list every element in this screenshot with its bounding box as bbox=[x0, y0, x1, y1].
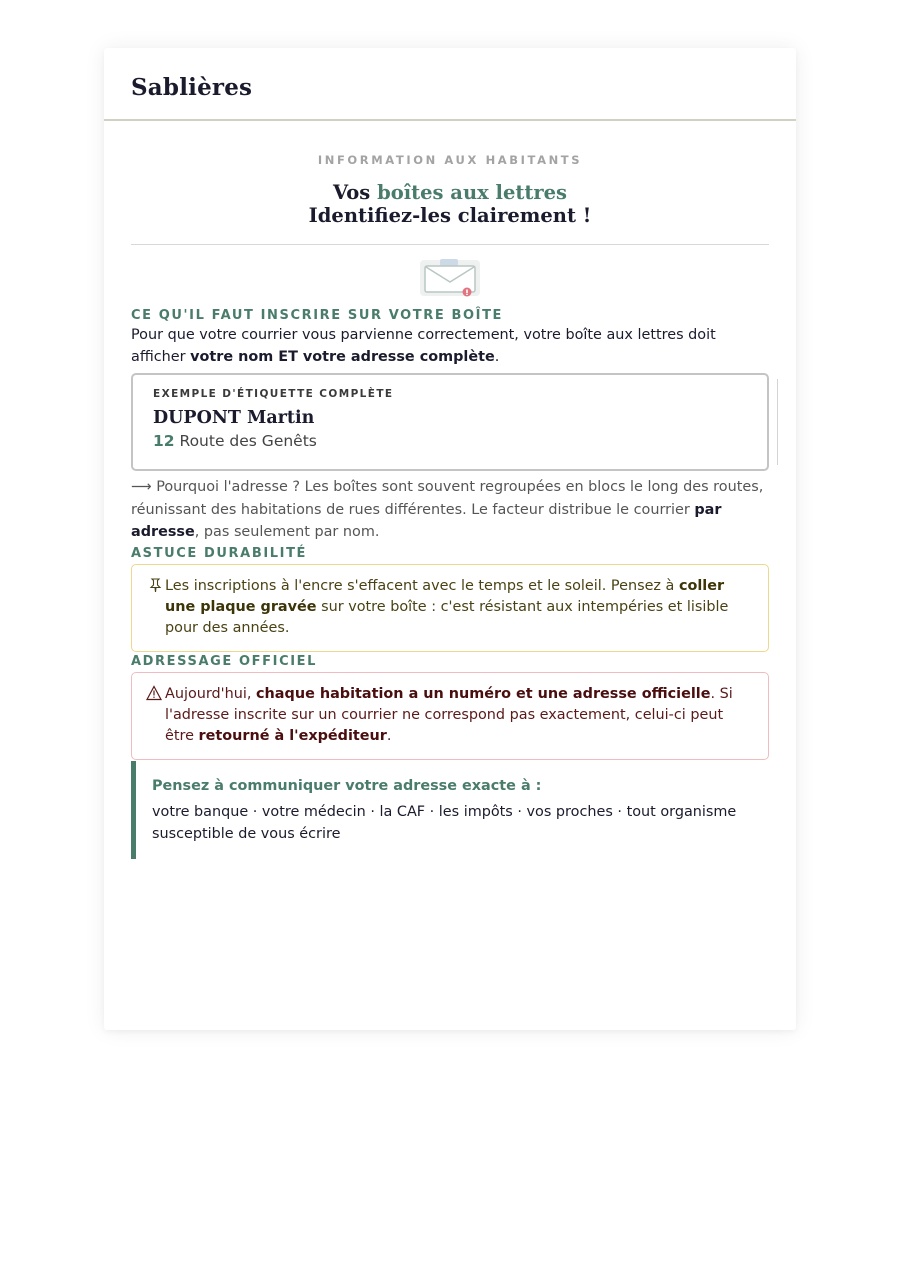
example-label-name: DUPONT Martin bbox=[153, 408, 315, 428]
inscribe-text-bold: votre nom ET votre adresse complète bbox=[190, 349, 495, 365]
why-text-start: Pourquoi l'adresse ? Les boîtes sont souvent regroupées en blocs le long des routes, réunissant des habitations de rues différentes. Le facteur distribue le courrier bbox=[131, 479, 764, 518]
example-label-number: 12 bbox=[153, 432, 175, 450]
why-address-text bbox=[131, 476, 769, 544]
section-title-official: ADRESSAGE OFFICIEL bbox=[131, 653, 318, 669]
why-text-bold: par adresse bbox=[131, 501, 722, 540]
page-title bbox=[131, 181, 769, 227]
official-text-mid: . Si l'adresse inscrite sur un courrier ne correspond pas exactement, celui-ci peut être bbox=[165, 685, 733, 744]
section-title-inscribe: CE QU'IL FAUT INSCRIRE SUR VOTRE BOÎTE bbox=[131, 308, 504, 323]
tip-text-bold: coller une plaque gravée bbox=[165, 577, 725, 615]
inscribe-text-end: . bbox=[494, 349, 500, 365]
tip-text-end: sur votre boîte : c'est résistant aux intempéries et lisible pour des années. bbox=[165, 598, 729, 636]
card-header bbox=[104, 48, 796, 121]
share-text: votre banque · votre médecin · la CAF · les impôts · vos proches · tout organisme susceptible de vous écrire bbox=[152, 803, 737, 842]
title-accent: boîtes aux lettres bbox=[377, 181, 568, 204]
divider bbox=[131, 244, 769, 245]
official-text-start: Aujourd'hui, bbox=[165, 685, 257, 702]
notice-card bbox=[104, 48, 796, 1030]
why-text-end: , pas seulement par nom. bbox=[194, 524, 380, 540]
share-title: Pensez à communiquer votre adresse exacte à : bbox=[152, 777, 542, 794]
title-line2: Identifiez-les clairement ! bbox=[308, 204, 592, 227]
section-title-tip: ASTUCE DURABILITÉ bbox=[131, 545, 308, 561]
official-box bbox=[131, 672, 769, 760]
notice-content bbox=[104, 153, 796, 859]
brand-title: Sablières bbox=[131, 74, 253, 101]
example-label-caption: EXEMPLE D'ÉTIQUETTE COMPLÈTE bbox=[153, 388, 394, 400]
official-text-bold2: retourné à l'expéditeur bbox=[198, 727, 387, 744]
title-prefix: Vos bbox=[332, 181, 378, 204]
tip-text-start: Les inscriptions à l'encre s'effacent avec le temps et le soleil. Pensez à bbox=[165, 577, 679, 594]
kicker: INFORMATION AUX HABITANTS bbox=[317, 153, 583, 167]
share-callout bbox=[131, 761, 769, 859]
mailbox-envelope-icon bbox=[420, 259, 480, 297]
tip-box bbox=[131, 564, 769, 652]
arrow-icon: ⟶ bbox=[131, 479, 152, 495]
example-label-street: Route des Genêts bbox=[174, 432, 317, 450]
example-label-address bbox=[153, 432, 747, 450]
warning-icon bbox=[146, 685, 162, 707]
official-text-end: . bbox=[386, 727, 392, 744]
inscribe-text bbox=[131, 324, 769, 368]
example-label-box bbox=[131, 373, 769, 471]
official-text-bold1: chaque habitation a un numéro et une adresse officielle bbox=[256, 685, 711, 702]
pin-icon bbox=[149, 577, 162, 599]
inscribe-text-start: Pour que votre courrier vous parvienne correctement, votre boîte aux lettres doit afficher bbox=[131, 327, 716, 365]
